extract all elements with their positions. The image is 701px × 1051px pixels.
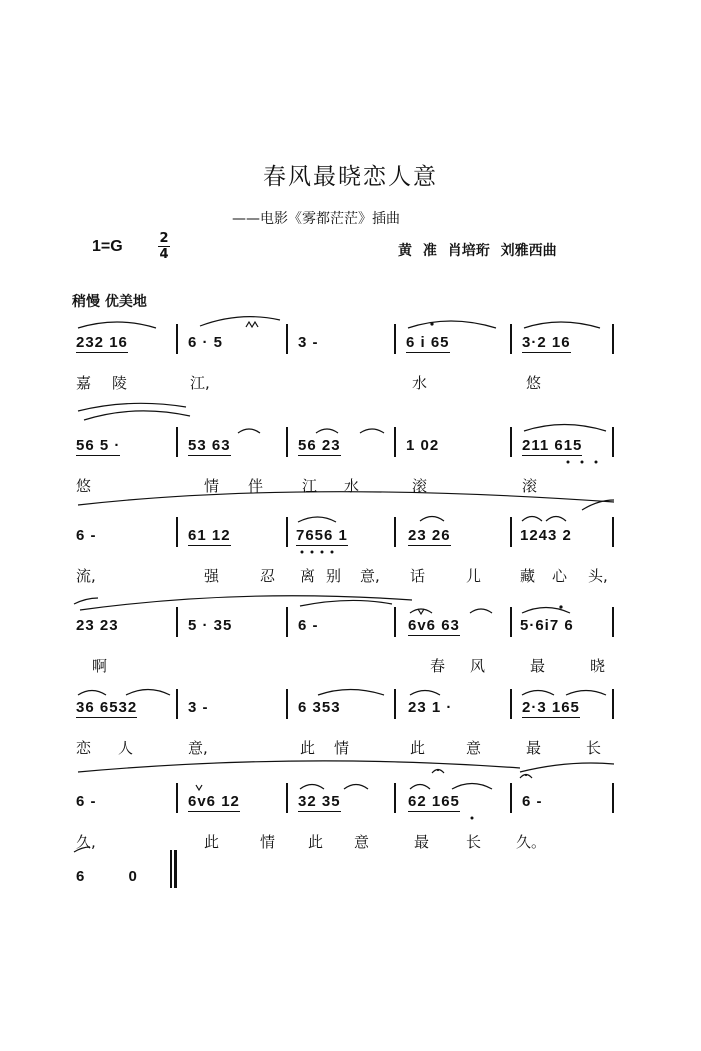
- measure: 1 02: [406, 437, 440, 454]
- measure: 6 -: [522, 793, 543, 810]
- lyric: 强: [204, 567, 220, 585]
- measure: 61 12: [188, 527, 231, 544]
- lyric: 此: [300, 739, 316, 757]
- slur-mark: [318, 690, 384, 696]
- song-title: 春风最晓恋人意: [263, 164, 438, 190]
- slur-mark: [84, 411, 190, 420]
- octave-dot: [567, 461, 570, 464]
- lyric: 意: [354, 833, 370, 851]
- lyric: 情: [204, 477, 220, 495]
- slur-mark: [78, 492, 614, 505]
- lyric: 此: [410, 739, 426, 757]
- slur-mark: [408, 321, 496, 328]
- lyric: 意,: [188, 739, 208, 757]
- measure: 6v6 63: [408, 617, 460, 634]
- slur-mark: [78, 322, 156, 328]
- measure: 3 -: [188, 699, 209, 716]
- lyric: 滚: [412, 477, 428, 495]
- fermata-dot: [437, 769, 439, 771]
- lyric: 长: [466, 833, 482, 851]
- lyric: 最: [414, 833, 430, 851]
- slur-mark: [78, 761, 520, 772]
- measure: 6 0: [76, 868, 138, 885]
- lyric: 陵: [112, 374, 128, 392]
- lyric: 最: [530, 657, 546, 675]
- lyric: 意: [466, 739, 482, 757]
- measure: 5 · 35: [188, 617, 233, 634]
- slur-mark: [410, 691, 440, 696]
- slur-mark: [238, 429, 260, 433]
- lyric: 悠: [526, 374, 542, 392]
- slur-mark: [470, 609, 492, 613]
- lyric: 长: [586, 739, 602, 757]
- lyric: 水: [344, 477, 360, 495]
- slur-mark: [126, 690, 170, 696]
- measure: 3 -: [298, 334, 319, 351]
- measure: 2·3 165: [522, 699, 580, 716]
- slur-mark: [524, 322, 600, 328]
- lyric: 江: [302, 477, 318, 495]
- lyric: 最: [526, 739, 542, 757]
- octave-dot: [581, 461, 584, 464]
- slur-mark: [520, 763, 614, 772]
- lyric: 藏: [520, 567, 536, 585]
- lyric: 恋: [76, 739, 92, 757]
- measure: 3·2 16: [522, 334, 571, 351]
- slur-mark: [78, 691, 106, 696]
- lyric: 春: [430, 657, 446, 675]
- lyric: 流,: [76, 567, 96, 585]
- lyric: 此: [308, 833, 324, 851]
- slur-mark: [344, 785, 368, 790]
- lyric: 情: [260, 833, 276, 851]
- slur-mark: [522, 517, 542, 522]
- measure: 6 · 5: [188, 334, 224, 351]
- lyric: 心: [552, 567, 568, 585]
- lyric: 别: [326, 567, 342, 585]
- slur-mark: [452, 784, 492, 790]
- breath-mark: [418, 609, 424, 614]
- measure: 6 353: [298, 699, 341, 716]
- lyric: 久。: [516, 833, 547, 851]
- lyric: 此: [204, 833, 220, 851]
- key-signature: 1=G: [92, 238, 123, 255]
- slur-mark: [420, 517, 444, 522]
- octave-dot: [321, 551, 324, 554]
- lyric: 悠: [76, 477, 92, 495]
- octave-dot: [301, 551, 304, 554]
- measure: 53 63: [188, 437, 231, 454]
- lyric: 伴: [248, 477, 264, 495]
- octave-dot: [331, 551, 334, 554]
- lyric: 久,: [76, 833, 96, 851]
- lyric: 滚: [522, 477, 538, 495]
- ornament-mark: [246, 322, 258, 327]
- measure: 23 23: [76, 617, 119, 634]
- tempo-marking: 稍慢 优美地: [72, 294, 147, 310]
- slur-mark: [74, 847, 90, 852]
- slur-mark: [360, 429, 384, 433]
- slur-mark: [298, 517, 336, 522]
- slur-mark: [524, 425, 606, 432]
- slur-mark: [80, 596, 412, 610]
- measure: 5·6i7 6: [520, 617, 574, 634]
- lyric: 儿: [466, 567, 482, 585]
- octave-dot: [471, 817, 474, 820]
- time-signature-bottom: 4: [159, 247, 169, 262]
- lyric: 嘉: [76, 374, 92, 392]
- slur-mark: [316, 429, 338, 433]
- song-subtitle: ——电影《雾都茫茫》插曲: [232, 211, 400, 227]
- fermata-dot: [525, 774, 527, 776]
- slur-mark: [300, 785, 324, 790]
- lyric: 离: [300, 567, 316, 585]
- lyric: 人: [118, 739, 134, 757]
- slur-mark: [566, 691, 606, 696]
- octave-dot: [311, 551, 314, 554]
- composer-credit: 黄 准 肖培珩 刘雅西曲: [398, 243, 557, 259]
- lyric: 水: [412, 374, 428, 392]
- measure: 32 35: [298, 793, 341, 810]
- lyric: 头,: [588, 567, 608, 585]
- slur-mark: [200, 317, 280, 326]
- lyric: 忍: [260, 567, 276, 585]
- slur-mark: [78, 403, 186, 411]
- measure: 23 26: [408, 527, 451, 544]
- measure: 6v6 12: [188, 793, 240, 810]
- octave-dot: [559, 605, 562, 608]
- slur-mark: [410, 785, 430, 790]
- lyric: 情: [334, 739, 350, 757]
- measure: 62 165: [408, 793, 460, 810]
- measure: 56 23: [298, 437, 341, 454]
- lyric: 话: [410, 567, 426, 585]
- slur-mark: [410, 609, 432, 613]
- measure: 6 i 65: [406, 334, 450, 351]
- measure: 7656 1: [296, 527, 348, 544]
- breath-mark: [196, 785, 202, 790]
- lyric: 江,: [190, 374, 210, 392]
- slur-mark: [300, 600, 392, 606]
- measure: 6 -: [298, 617, 319, 634]
- slur-mark: [522, 608, 570, 614]
- lyric: 啊: [92, 657, 108, 675]
- octave-dot: [430, 322, 433, 325]
- measure: 6 -: [76, 527, 97, 544]
- lyric: 意,: [360, 567, 380, 585]
- lyric: 晓: [590, 657, 606, 675]
- measure: 211 615: [522, 437, 583, 454]
- measure: 36 6532: [76, 699, 138, 716]
- measure: 56 5 ·: [76, 437, 121, 454]
- measure: 23 1 ·: [408, 699, 453, 716]
- octave-dot: [595, 461, 598, 464]
- slur-mark: [546, 517, 566, 522]
- slur-mark: [74, 598, 98, 604]
- measure: 6 -: [76, 793, 97, 810]
- time-signature-top: 2: [159, 231, 169, 246]
- lyric: 风: [470, 657, 486, 675]
- measure: 232 16: [76, 334, 128, 351]
- measure: 1243 2: [520, 527, 572, 544]
- slur-mark: [522, 691, 554, 696]
